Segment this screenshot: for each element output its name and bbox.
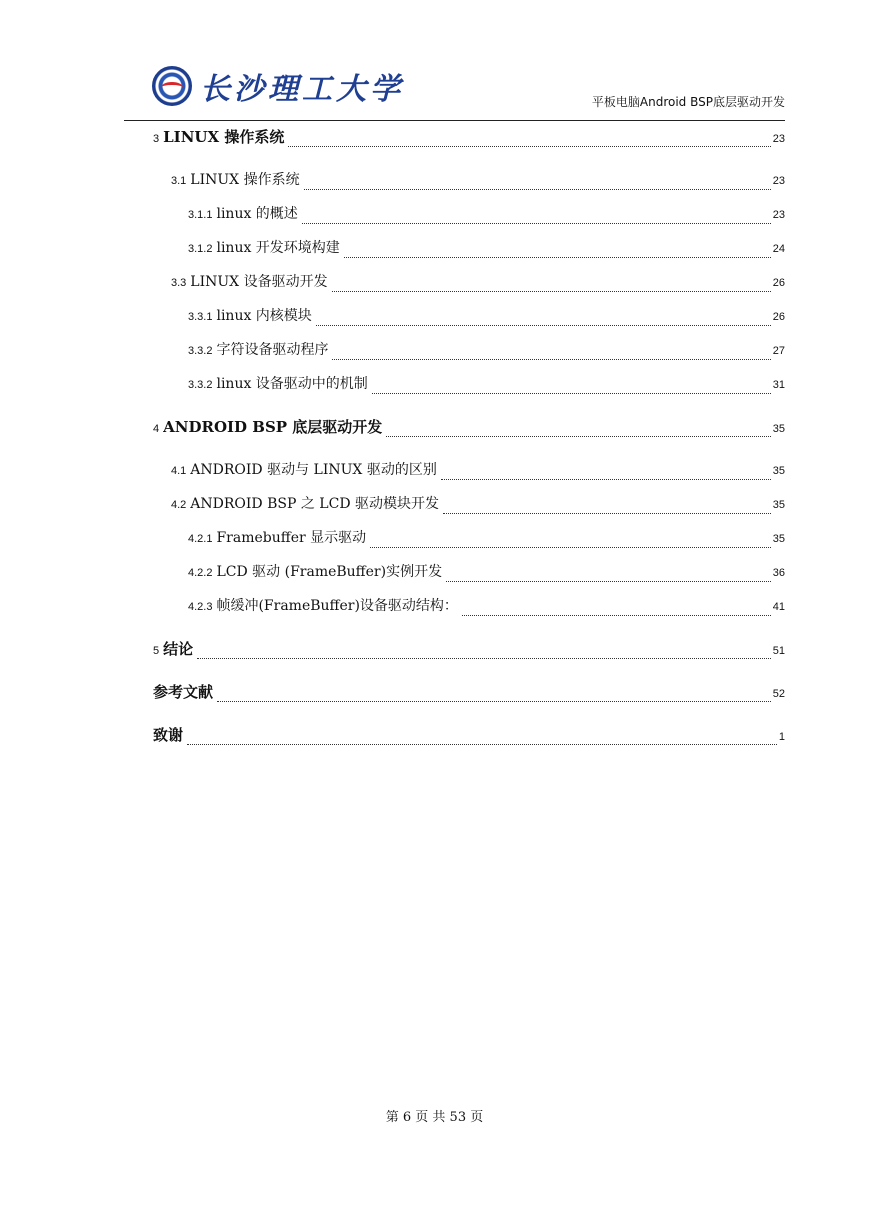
toc-entry-page: 35	[772, 533, 785, 545]
toc-entry[interactable]	[188, 595, 785, 619]
toc-entry-title	[188, 595, 460, 615]
toc-leader-dots	[316, 325, 771, 326]
toc-entry-page: 41	[772, 601, 785, 613]
toc-entry-page: 23	[772, 209, 785, 221]
toc-entry[interactable]	[188, 561, 785, 585]
toc-entry-title	[153, 724, 185, 745]
toc-entry-label: LINUX 设备驱动开发	[190, 274, 328, 290]
toc-leader-dots	[217, 701, 771, 702]
toc-leader-dots	[370, 547, 771, 548]
toc-entry-label: ANDROID 驱动与 LINUX 驱动的区别	[190, 462, 437, 478]
toc-entry[interactable]	[171, 459, 785, 483]
toc-entry[interactable]	[188, 339, 785, 363]
toc-entry[interactable]	[188, 527, 785, 551]
toc-entry[interactable]	[171, 493, 785, 517]
toc-entry-title	[153, 638, 195, 659]
toc-entry-label: LINUX 操作系统	[190, 172, 300, 188]
toc-entry[interactable]	[153, 724, 785, 748]
toc-entry-number: 4.2.2	[188, 567, 213, 579]
toc-entry-title	[188, 373, 370, 393]
toc-entry-label: Framebuffer 显示驱动	[216, 530, 367, 546]
toc-entry-title	[188, 237, 342, 257]
toc-entry-number: 4.1	[171, 465, 187, 477]
toc-entry-label: ANDROID BSP 底层驱动开发	[163, 418, 383, 436]
toc-entry[interactable]	[171, 271, 785, 295]
university-logo	[152, 64, 404, 108]
toc-entry-number: 3.3	[171, 277, 187, 289]
toc-leader-dots	[443, 513, 771, 514]
toc-entry-number: 3.3.2	[188, 379, 213, 391]
toc-entry-page: 26	[772, 311, 785, 323]
toc-entry-page: 26	[772, 277, 785, 289]
toc-leader-dots	[197, 658, 771, 659]
toc-entry[interactable]	[153, 638, 785, 662]
toc-entry-label: 结论	[163, 640, 194, 658]
toc-entry-page: 35	[772, 465, 785, 477]
toc-entry-label: ANDROID BSP 之 LCD 驱动模块开发	[190, 496, 439, 512]
page-footer: 第 6 页 共 53 页	[385, 1110, 484, 1125]
toc-leader-dots	[462, 615, 771, 616]
toc-leader-dots	[344, 257, 771, 258]
toc-leader-dots	[332, 291, 771, 292]
toc-entry-page: 24	[772, 243, 785, 255]
toc-entry-number: 3.3.2	[188, 345, 213, 357]
toc-entry-page: 23	[772, 133, 785, 145]
toc-entry-number: 3.1.2	[188, 243, 213, 255]
toc-entry-number: 3.1	[171, 175, 187, 187]
running-title: 平板电脑Android BSP底层驱动开发	[591, 95, 785, 109]
toc-entry-title	[171, 493, 441, 513]
toc-entry[interactable]	[188, 305, 785, 329]
toc-entry-number: 4	[153, 423, 160, 435]
toc-entry-number: 3.1.1	[188, 209, 213, 221]
toc-leader-dots	[187, 744, 777, 745]
toc-leader-dots	[446, 581, 771, 582]
toc-entry[interactable]	[153, 416, 785, 440]
toc-entry-title	[171, 169, 302, 189]
toc-entry-number: 4.2	[171, 499, 187, 511]
toc-entry-title	[171, 271, 330, 291]
toc-entry-page: 1	[778, 731, 785, 743]
toc-entry-number: 4.2.3	[188, 601, 213, 613]
toc-entry-label: 字符设备驱动程序	[216, 342, 329, 358]
toc-entry-number: 5	[153, 645, 160, 657]
page-header	[124, 58, 785, 121]
toc-entry-label: linux 内核模块	[216, 308, 312, 324]
toc-entry-title	[171, 459, 439, 479]
toc-entry[interactable]	[188, 203, 785, 227]
toc-entry-number: 3.3.1	[188, 311, 213, 323]
toc-entry-label: linux 开发环境构建	[216, 240, 340, 256]
toc-entry-label: linux 的概述	[216, 206, 298, 222]
toc-entry-title	[153, 126, 286, 147]
toc-entry-label: LCD 驱动 (FrameBuffer)实例开发	[216, 564, 443, 580]
toc-entry-number: 4.2.1	[188, 533, 213, 545]
toc-entry-title	[188, 203, 300, 223]
toc-entry[interactable]	[188, 373, 785, 397]
toc-entry-page: 51	[772, 645, 785, 657]
toc-entry[interactable]	[153, 126, 785, 150]
toc-leader-dots	[386, 436, 770, 437]
toc-entry-label: 参考文献	[153, 683, 214, 701]
toc-entry-page: 36	[772, 567, 785, 579]
toc-entry-page: 27	[772, 345, 785, 357]
toc-leader-dots	[304, 189, 771, 190]
toc-entry-title	[153, 416, 384, 437]
toc-entry-title	[188, 305, 314, 325]
university-seal-icon	[152, 66, 192, 106]
toc-entry-page: 23	[772, 175, 785, 187]
toc-entry-number: 3	[153, 133, 160, 145]
toc-entry-label: LINUX 操作系统	[163, 128, 285, 146]
toc-entry-label: 帧缓冲(FrameBuffer)设备驱动结构：	[216, 598, 458, 614]
toc-entry-page: 31	[772, 379, 785, 391]
toc-entry-title	[188, 561, 444, 581]
toc-entry[interactable]	[188, 237, 785, 261]
toc-entry[interactable]	[171, 169, 785, 193]
toc-entry-title	[188, 527, 368, 547]
toc-entry-title	[153, 681, 215, 702]
toc-leader-dots	[441, 479, 771, 480]
toc-entry[interactable]	[153, 681, 785, 705]
toc-leader-dots	[302, 223, 771, 224]
toc-entry-page: 35	[772, 499, 785, 511]
toc-entry-label: linux 设备驱动中的机制	[216, 376, 368, 392]
toc-leader-dots	[332, 359, 770, 360]
university-name-logo: 长沙理工大学	[200, 72, 404, 107]
toc-entry-page: 35	[772, 423, 785, 435]
toc-entry-label: 致谢	[153, 726, 184, 744]
toc-leader-dots	[288, 146, 770, 147]
toc-entry-title	[188, 339, 330, 359]
toc-entry-page: 52	[772, 688, 785, 700]
toc-leader-dots	[372, 393, 771, 394]
